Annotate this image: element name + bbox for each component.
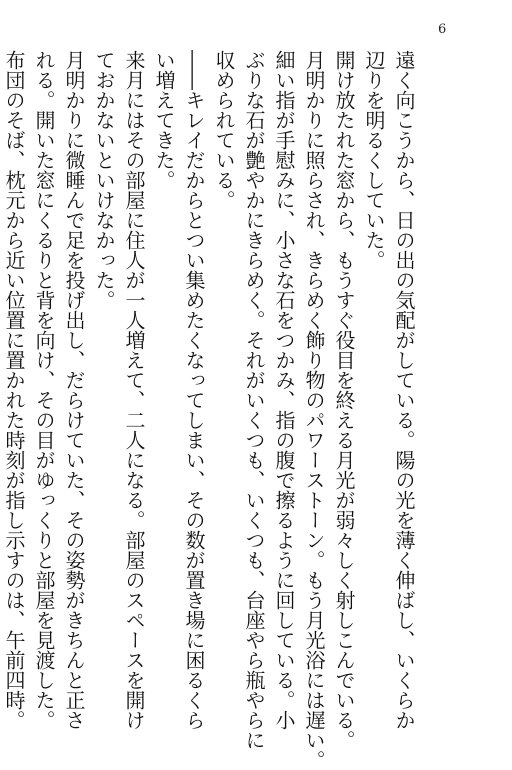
text-line: ぶりな石が艶やかにきらめく。それがいくつも、いくつも、台座やら瓶やらに bbox=[242, 50, 266, 750]
text-line: ておかないといけなかった。 bbox=[92, 50, 116, 310]
text-line: 月明かりに照らされ、きらめく飾り物のパワーストーン。もう月光浴には遅い。 bbox=[302, 50, 326, 770]
text-line: ――キレイだからとつい集めたくなってしまい、その数が置き場に困るくら bbox=[182, 50, 206, 730]
text-line: 布団のそば、枕元から近い位置に置かれた時刻が指し示すのは、午前四時。 bbox=[2, 50, 26, 730]
text-line: れる。開いた窓にくるりと背を向け、その目がゆっくりと部屋を見渡した。 bbox=[32, 50, 56, 730]
text-line: 開け放たれた窓から、もうすぐ役目を終える月光が弱々しく射しこんでいる。 bbox=[332, 50, 356, 750]
text-line: い増えてきた。 bbox=[152, 50, 176, 190]
text-line: 月明かりに微睡んで足を投げ出し、だらけていた、その姿勢がきちんと正さ bbox=[62, 50, 86, 730]
text-line: 細い指が手慰みに、小さな石をつかみ、指の腹で擦るように回している。小 bbox=[272, 50, 296, 730]
text-line: 来月にはその部屋に住人が一人増えて、二人になる。部屋のスペースを開け bbox=[122, 50, 146, 730]
text-line: 辺りを明るくしていた。 bbox=[362, 50, 386, 270]
page-number: 6 bbox=[438, 22, 447, 37]
text-line: 遠く向こうから、日の出の気配がしている。陽の光を薄く伸ばし、いくらか bbox=[392, 50, 416, 730]
vertical-text-body bbox=[0, 50, 416, 770]
text-line: 収められている。 bbox=[212, 50, 236, 210]
